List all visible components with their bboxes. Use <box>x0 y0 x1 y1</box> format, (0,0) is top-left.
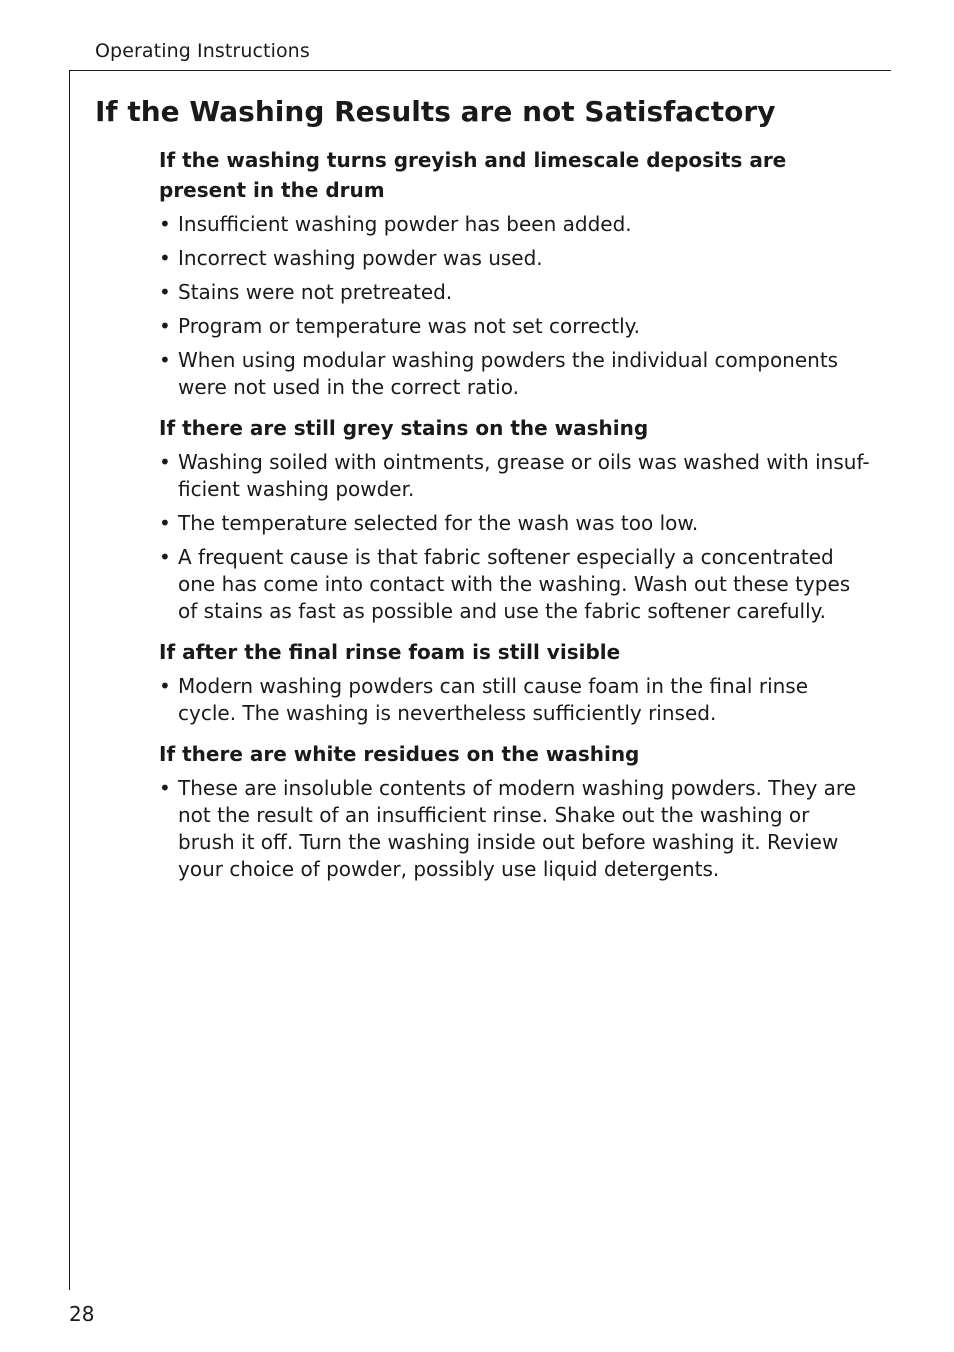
list-item: • Stains were not pretreated. <box>159 279 871 306</box>
running-header: Operating Instructions <box>95 40 310 62</box>
list-item: • Program or temperature was not set correctly. <box>159 313 871 340</box>
section-heading-greyish: If the washing turns greyish and limescale deposits are present in the drum <box>159 148 787 202</box>
page-number: 28 <box>69 1302 95 1326</box>
list-item: • Modern washing powders can still cause foam in the final rinse cycle. The washing is nevertheless sufficiently rinsed. <box>159 673 871 727</box>
list-item: • The temperature selected for the wash was too low. <box>159 510 871 537</box>
bullet-list-greyish <box>159 211 871 401</box>
section-heading-white-residues: If there are white residues on the washing <box>159 742 640 766</box>
list-item: • A frequent cause is that fabric softener especially a concentrated one has come into contact with the washing. Wash out these types of stains as fast as possible and use the fabric softener carefully. <box>159 544 871 625</box>
section-heading-grey-stains: If there are still grey stains on the washing <box>159 416 649 440</box>
section-heading-foam: If after the final rinse foam is still visible <box>159 640 621 664</box>
list-item: • Insufficient washing powder has been added. <box>159 211 871 238</box>
page-title: If the Washing Results are not Satisfactory <box>95 95 776 128</box>
list-item: • Incorrect washing powder was used. <box>159 245 871 272</box>
content-body <box>159 145 871 890</box>
header-rule <box>69 70 891 71</box>
bullet-list-white-residues <box>159 775 871 883</box>
bullet-list-foam <box>159 673 871 727</box>
list-item: • These are insoluble contents of modern washing powders. They are not the result of an insufficient rinse. Shake out the washing or brush it off. Turn the washing inside out before washing it. Review your choice of powder, possibly use liquid detergents. <box>159 775 871 883</box>
margin-rule <box>69 70 70 1290</box>
bullet-list-grey-stains <box>159 449 871 625</box>
list-item: • Washing soiled with ointments, grease or oils was washed with insuf-ficient washing powder. <box>159 449 871 503</box>
list-item: • When using modular washing powders the individual components were not used in the correct ratio. <box>159 347 871 401</box>
